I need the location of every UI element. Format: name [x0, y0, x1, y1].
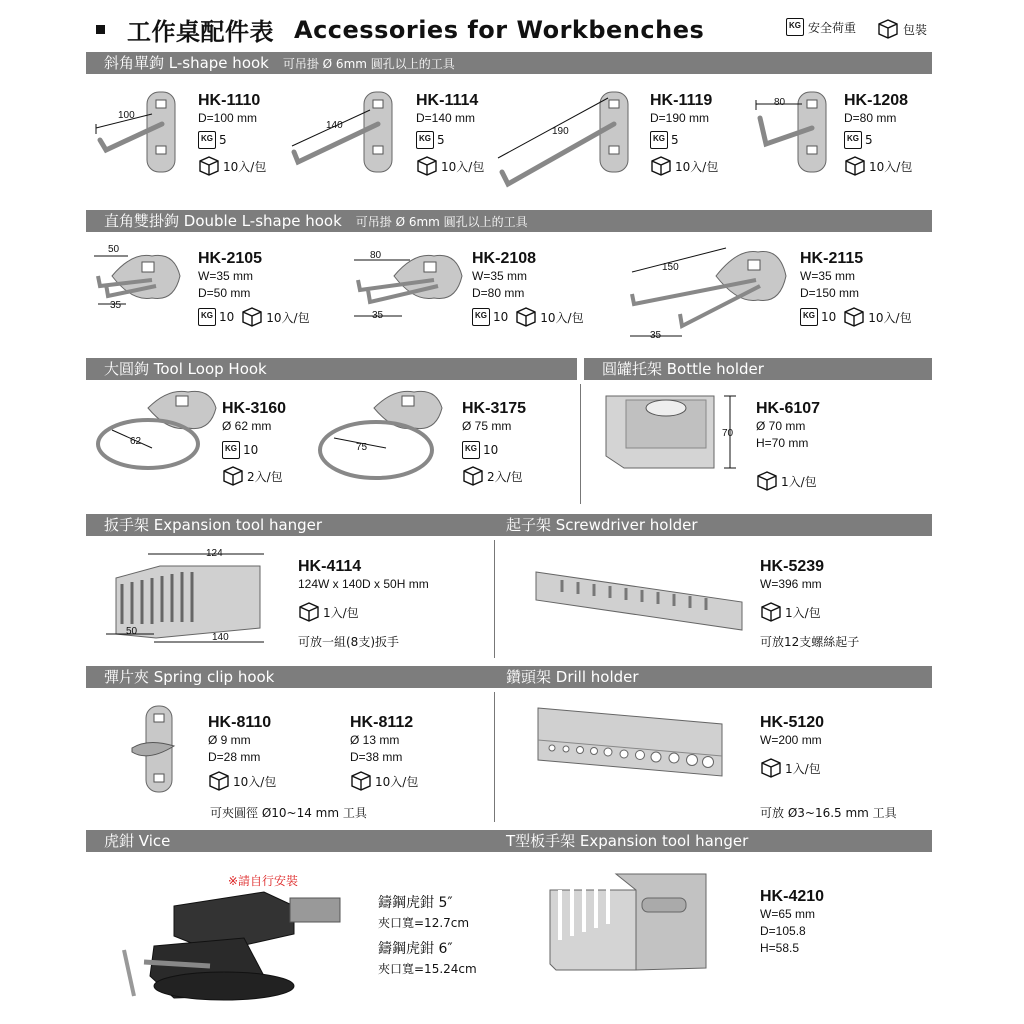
product-width: W=35 mm — [472, 269, 528, 283]
section-label: 直角雙掛鉤 Double L-shape hook — [104, 212, 342, 230]
section-loop-hook — [86, 358, 577, 380]
section-drill-holder — [488, 666, 932, 688]
pack-row — [462, 465, 526, 487]
product-note: 可放12支螺絲起子 — [760, 635, 860, 649]
divider — [494, 540, 495, 658]
product-code: HK-4114 — [298, 558, 362, 575]
weight-icon: KG — [462, 441, 480, 459]
hk3175-dimension: 75 — [356, 442, 368, 453]
box-icon — [208, 770, 230, 792]
weight-icon: KG — [800, 308, 818, 326]
hk6107-dimension: 70 — [722, 428, 734, 439]
product-hk1114 — [416, 92, 484, 177]
hk1110-image — [92, 88, 192, 178]
legend-load-label: 安全荷重 — [808, 20, 857, 35]
box-icon — [350, 770, 372, 792]
product-hk2108 — [472, 250, 584, 328]
weight-icon: KG — [650, 131, 668, 149]
product-hk4210 — [760, 888, 824, 957]
product-code: HK-1110 — [198, 92, 261, 109]
load-pack-row — [198, 306, 310, 328]
box-icon — [416, 155, 438, 177]
product-code: HK-3160 — [222, 400, 287, 417]
section-label: T型板手架 Expansion tool hanger — [506, 832, 749, 850]
load-row — [844, 131, 912, 149]
weight-icon: KG — [786, 18, 804, 36]
box-icon — [241, 306, 263, 328]
product-code: HK-2105 — [198, 250, 263, 267]
load-pack-row — [472, 306, 584, 328]
hk1119-image — [496, 88, 646, 188]
product-width: W=65 mm — [760, 907, 816, 921]
product-diameter: Ø 9 mm — [208, 733, 251, 747]
pack-value: 1入/包 — [781, 474, 817, 489]
pack-row — [760, 601, 859, 623]
product-width: W=396 mm — [760, 577, 822, 591]
hk1114-dimension: 140 — [326, 120, 343, 131]
product-code: HK-1208 — [844, 92, 909, 109]
hk4210-image — [546, 870, 716, 974]
product-height: H=58.5 — [760, 941, 800, 955]
hk1114-image — [290, 88, 410, 178]
divider — [494, 692, 495, 822]
pack-value: 10入/包 — [675, 159, 719, 174]
hk5239-image — [532, 566, 748, 636]
drill-holder-note: 可放 Ø3~16.5 mm 工具 — [760, 806, 897, 820]
section-vice — [86, 830, 496, 852]
pack-row — [208, 770, 276, 792]
product-hk5120 — [760, 714, 824, 779]
pack-row — [844, 155, 912, 177]
load-row — [198, 131, 266, 149]
pack-value: 1入/包 — [785, 605, 821, 620]
product-code: HK-1119 — [650, 92, 713, 109]
load-row — [416, 131, 484, 149]
product-diameter: Ø 62 mm — [222, 419, 272, 433]
pack-value: 1入/包 — [785, 761, 821, 776]
vice-name: 鑄鋼虎鉗 5″ — [378, 895, 453, 911]
product-hk1110 — [198, 92, 266, 177]
pack-value: 10入/包 — [869, 159, 913, 174]
product-depth: D=38 mm — [350, 750, 403, 764]
pack-row — [298, 601, 429, 623]
box-icon — [515, 306, 537, 328]
product-depth: D=150 mm — [800, 286, 860, 300]
hk2105-dimension-width: 35 — [110, 300, 122, 311]
product-depth: D=100 mm — [198, 111, 258, 125]
hk2105-dimension-depth: 50 — [108, 244, 120, 255]
section-note: 可吊掛 Ø 6mm 圓孔以上的工具 — [282, 57, 455, 71]
product-hk2115 — [800, 250, 912, 328]
box-icon — [222, 465, 244, 487]
section-label: 鑽頭架 Drill holder — [506, 668, 639, 686]
hk4114-dimension-width: 124 — [206, 548, 223, 559]
product-code: HK-2108 — [472, 250, 537, 267]
load-value: 10 — [483, 443, 499, 457]
product-depth: D=140 mm — [416, 111, 476, 125]
product-code: HK-5239 — [760, 558, 825, 575]
box-icon — [756, 470, 778, 492]
product-depth: D=50 mm — [198, 286, 251, 300]
product-hk3160 — [222, 400, 286, 487]
load-value: 10 — [243, 443, 259, 457]
section-label: 斜角單鉤 L-shape hook — [104, 54, 269, 72]
pack-row — [650, 155, 718, 177]
pack-row — [756, 470, 820, 492]
load-pack-row — [800, 306, 912, 328]
pack-row — [198, 155, 266, 177]
hk1208-dimension: 80 — [774, 97, 786, 108]
load-value: 10 — [493, 310, 509, 324]
product-depth: D=105.8 — [760, 924, 806, 938]
hk3160-dimension: 62 — [130, 436, 142, 447]
section-t-hanger — [488, 830, 932, 852]
hk1110-dimension: 100 — [118, 110, 135, 121]
box-icon — [462, 465, 484, 487]
hk2108-image — [350, 246, 470, 326]
load-value: 10 — [219, 310, 235, 324]
product-diameter: Ø 75 mm — [462, 419, 512, 433]
pack-value: 2入/包 — [247, 469, 283, 484]
pack-value: 10入/包 — [868, 310, 912, 325]
product-hk8110 — [208, 714, 276, 792]
pack-row — [222, 465, 286, 487]
vice-jaw-width: 夾口寬=15.24cm — [378, 962, 477, 976]
product-size: 124W x 140D x 50H mm — [298, 577, 429, 591]
load-value: 5 — [671, 133, 679, 147]
pack-value: 2入/包 — [487, 469, 523, 484]
product-diameter: Ø 70 mm — [756, 419, 806, 433]
section-spring-clip — [86, 666, 496, 688]
load-value: 10 — [821, 310, 837, 324]
weight-icon: KG — [472, 308, 490, 326]
legend-load — [786, 18, 856, 36]
section-expansion-hanger — [86, 514, 496, 536]
load-row — [462, 441, 526, 459]
load-row — [650, 131, 718, 149]
product-width: W=200 mm — [760, 733, 822, 747]
hk2105-image — [92, 246, 192, 316]
hk1208-image — [752, 88, 842, 178]
hk3160-image — [92, 388, 222, 478]
product-code: HK-1114 — [416, 92, 479, 109]
weight-icon: KG — [222, 441, 240, 459]
weight-icon: KG — [844, 131, 862, 149]
weight-icon: KG — [416, 131, 434, 149]
box-icon — [198, 155, 220, 177]
hk2115-dimension-width: 35 — [650, 330, 662, 341]
product-width: W=35 mm — [800, 269, 856, 283]
box-icon — [877, 18, 899, 40]
pack-value: 10入/包 — [375, 774, 419, 789]
load-value: 5 — [865, 133, 873, 147]
section-l-shape-hook — [86, 52, 932, 74]
load-value: 5 — [437, 133, 445, 147]
product-height: H=70 mm — [756, 436, 809, 450]
section-label: 大圓鉤 Tool Loop Hook — [104, 360, 267, 378]
weight-icon: KG — [198, 308, 216, 326]
pack-value: 10入/包 — [223, 159, 267, 174]
box-icon — [844, 155, 866, 177]
section-label: 起子架 Screwdriver holder — [506, 516, 698, 534]
box-icon — [650, 155, 672, 177]
page-title — [96, 12, 704, 47]
pack-value: 10入/包 — [540, 310, 584, 325]
section-label: 圓罐托架 Bottle holder — [602, 360, 764, 378]
weight-icon: KG — [198, 131, 216, 149]
hk2108-dimension-width: 35 — [372, 310, 384, 321]
product-note: 可放一組(8支)扳手 — [298, 635, 399, 649]
product-depth: D=80 mm — [472, 286, 525, 300]
section-bottle-holder — [584, 358, 932, 380]
product-hk4114 — [298, 558, 429, 650]
product-width: W=35 mm — [198, 269, 254, 283]
hk2115-dimension-depth: 150 — [662, 262, 679, 273]
hk2115-image — [626, 242, 796, 342]
title-english: Accessories for Workbenches — [294, 15, 705, 44]
hk5120-image — [532, 700, 732, 780]
hk4114-dimension-depth: 140 — [212, 632, 229, 643]
vice-jaw-width: 夾口寬=12.7cm — [378, 916, 470, 930]
product-code: HK-6107 — [756, 400, 821, 417]
hk4114-dimension-height: 50 — [126, 626, 138, 637]
vice-5-inch — [378, 892, 469, 931]
pack-row — [350, 770, 418, 792]
product-depth: D=28 mm — [208, 750, 261, 764]
legend-pack — [877, 18, 927, 40]
product-hk1119 — [650, 92, 718, 177]
product-code: HK-8112 — [350, 714, 414, 731]
hk1119-dimension: 190 — [552, 126, 569, 137]
product-depth: D=80 mm — [844, 111, 897, 125]
product-hk6107 — [756, 400, 820, 492]
vice-name: 鑄鋼虎鉗 6″ — [378, 941, 453, 957]
hk8110-image — [126, 704, 186, 796]
bullet-square-icon — [96, 25, 105, 34]
section-label: 彈片夾 Spring clip hook — [104, 668, 275, 686]
divider — [580, 384, 581, 504]
product-diameter: Ø 13 mm — [350, 733, 400, 747]
legend-pack-label: 包裝 — [903, 22, 928, 37]
pack-value: 10入/包 — [441, 159, 485, 174]
pack-value: 1入/包 — [323, 605, 359, 620]
section-label: 扳手架 Expansion tool hanger — [104, 516, 323, 534]
pack-row — [416, 155, 484, 177]
section-double-hook — [86, 210, 932, 232]
vice-image — [114, 886, 344, 1010]
title-chinese: 工作桌配件表 — [127, 18, 274, 46]
product-code: HK-3175 — [462, 400, 527, 417]
product-code: HK-8110 — [208, 714, 272, 731]
product-hk8112 — [350, 714, 418, 792]
vice-6-inch — [378, 938, 477, 977]
load-row — [222, 441, 286, 459]
pack-value: 10入/包 — [233, 774, 277, 789]
product-hk1208 — [844, 92, 912, 177]
box-icon — [760, 757, 782, 779]
pack-row — [760, 757, 824, 779]
pack-value: 10入/包 — [266, 310, 310, 325]
product-code: HK-5120 — [760, 714, 825, 731]
product-hk5239 — [760, 558, 859, 650]
spring-clip-note: 可夾圓徑 Ø10~14 mm 工具 — [210, 806, 367, 820]
section-note: 可吊掛 Ø 6mm 圓孔以上的工具 — [355, 215, 528, 229]
box-icon — [843, 306, 865, 328]
hk3175-image — [316, 388, 456, 488]
product-hk2105 — [198, 250, 310, 328]
box-icon — [760, 601, 782, 623]
product-depth: D=190 mm — [650, 111, 710, 125]
section-screwdriver-holder — [488, 514, 932, 536]
section-label: 虎鉗 Vice — [104, 832, 171, 850]
load-value: 5 — [219, 133, 227, 147]
product-code: HK-4210 — [760, 888, 825, 905]
install-warning: ※請自行安裝 — [228, 874, 299, 888]
hk2108-dimension-depth: 80 — [370, 250, 382, 261]
product-code: HK-2115 — [800, 250, 864, 267]
product-hk3175 — [462, 400, 526, 487]
box-icon — [298, 601, 320, 623]
